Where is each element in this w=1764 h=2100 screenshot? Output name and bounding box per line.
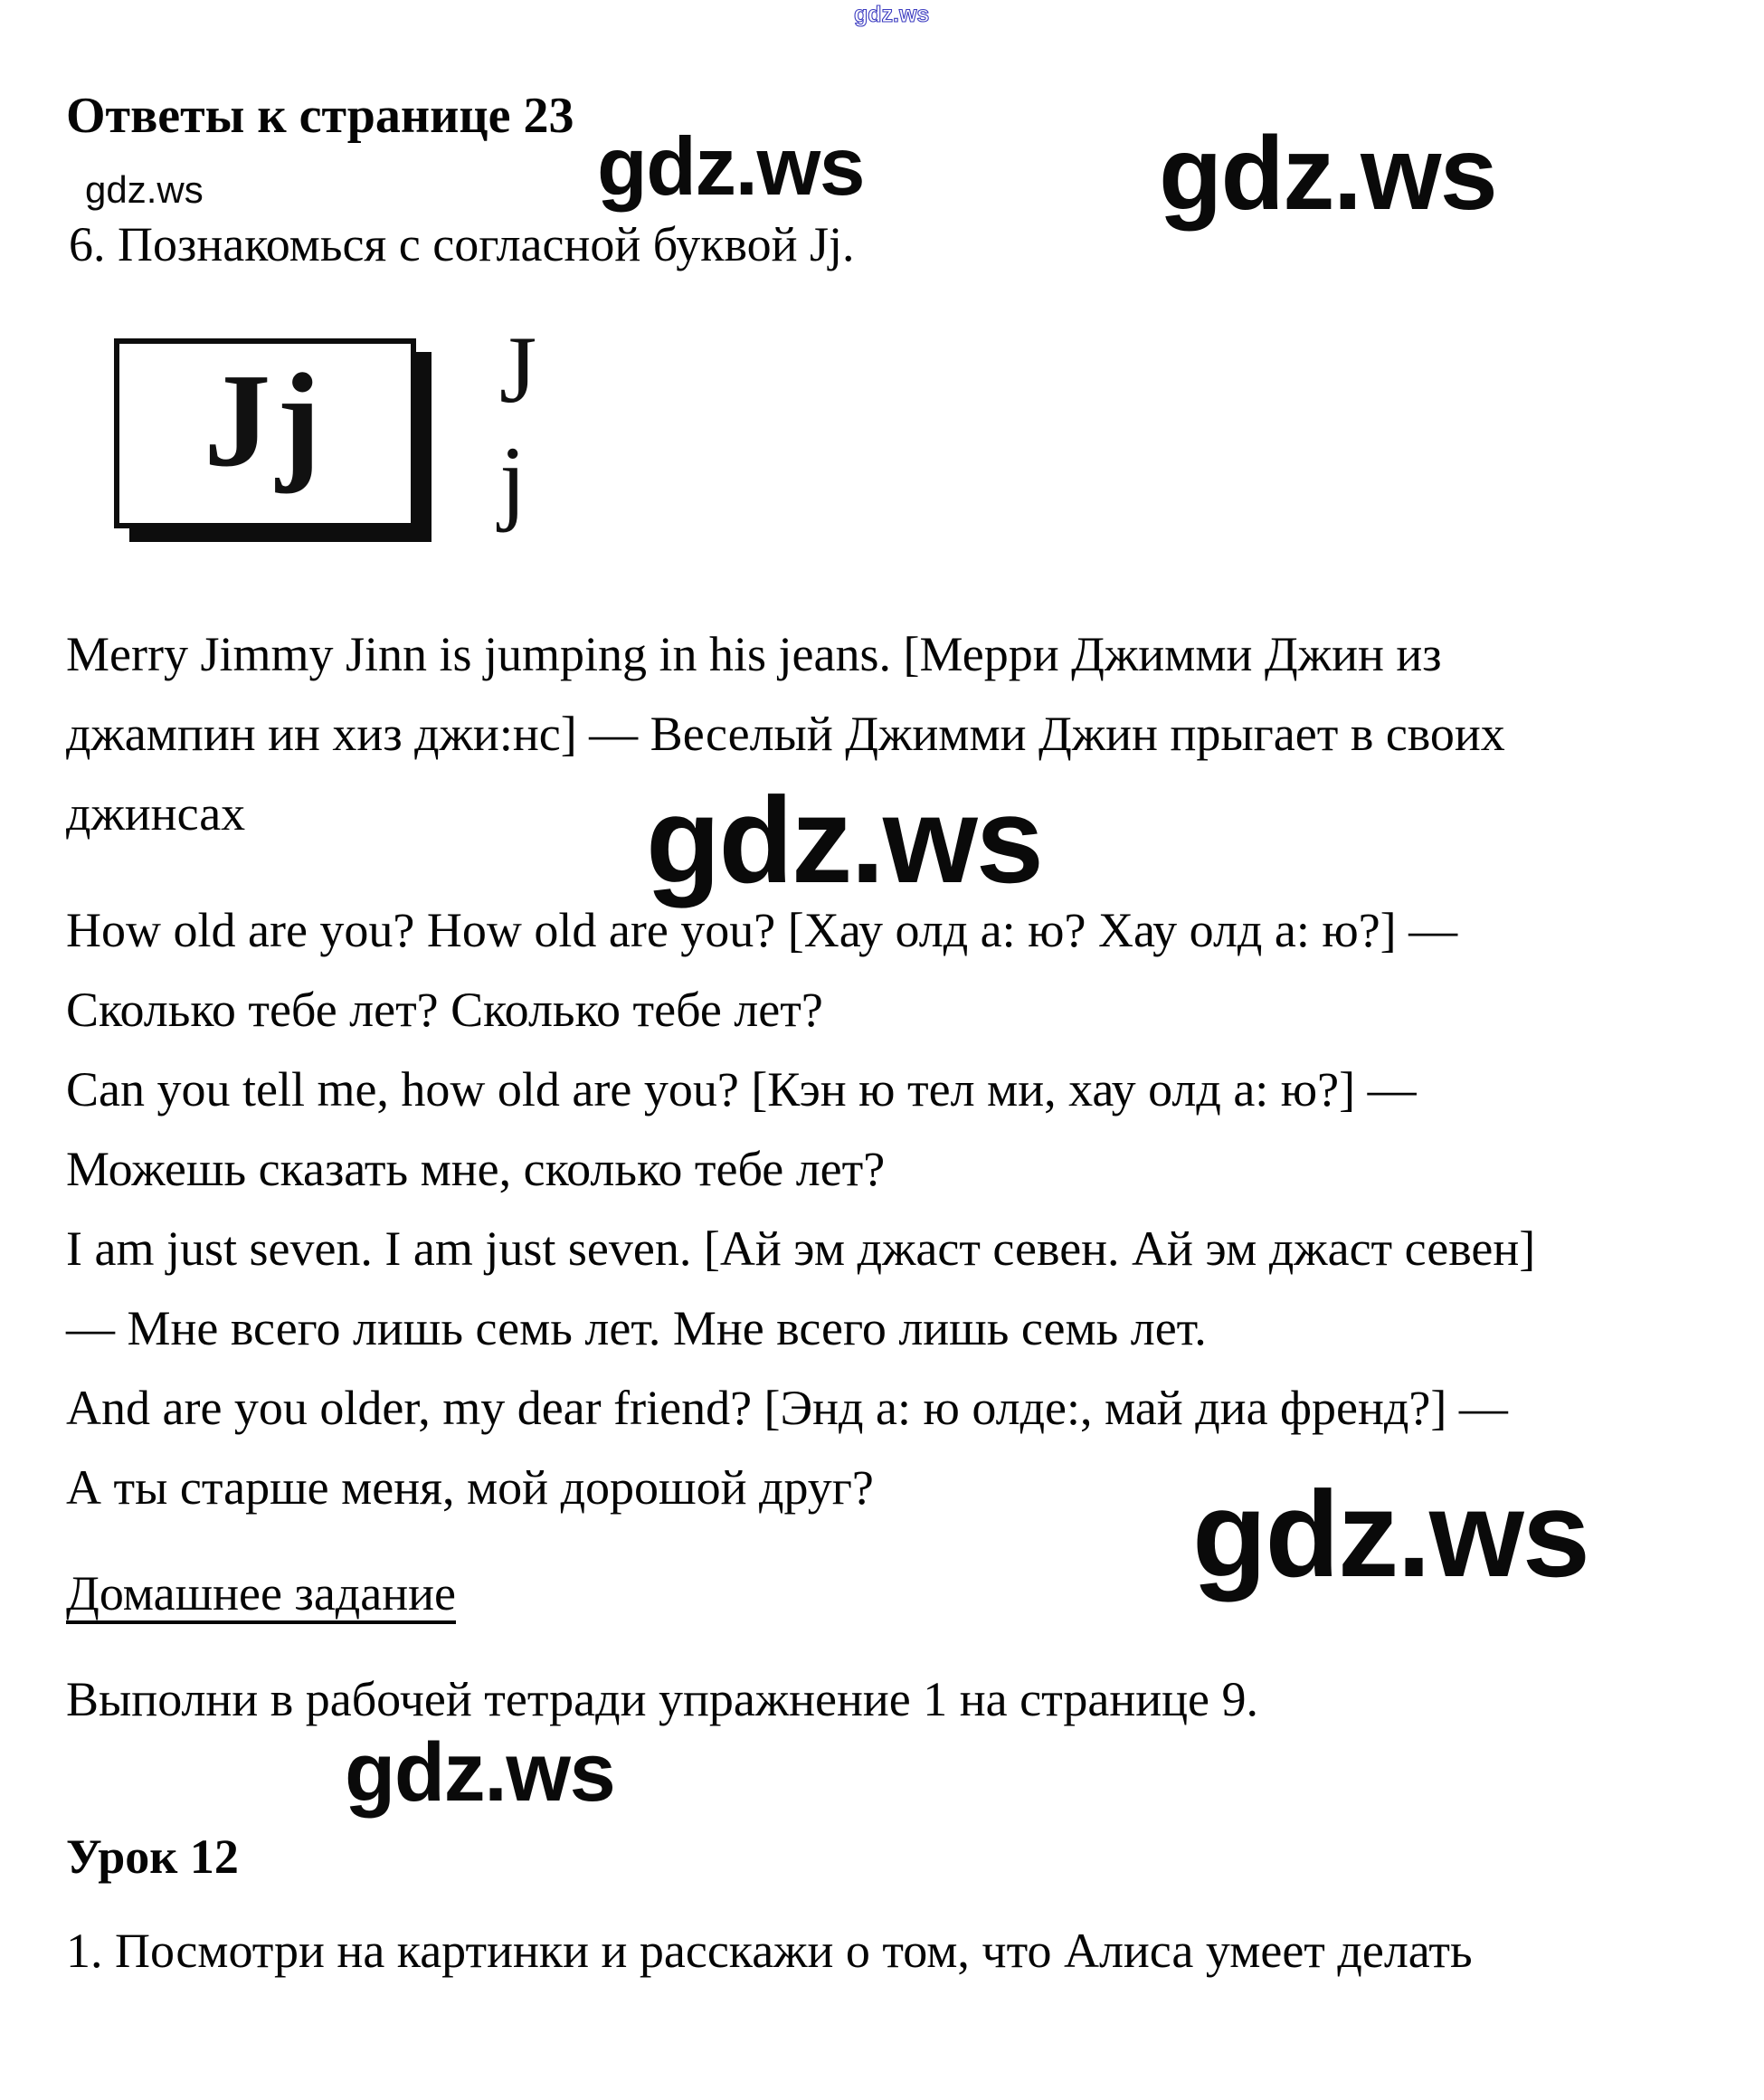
letter-j-lowercase: j bbox=[499, 427, 526, 533]
letter-jj-card-image bbox=[114, 338, 416, 528]
text-line: I am just seven. I am just seven. [Ай эм джаст севен. Ай эм джаст севен] bbox=[66, 1221, 1536, 1276]
task6-heading: 6. Познакомься с согласной буквой Jj. bbox=[69, 217, 855, 271]
homework-text: Выполни в рабочей тетради упражнение 1 на странице 9. bbox=[66, 1672, 1258, 1726]
watermark-top-tiny: gdz.ws bbox=[854, 2, 930, 27]
text-line: джинсах bbox=[66, 786, 246, 841]
lesson12-task1: 1. Посмотри на картинки и расскажи о том, что Алиса умеет делать bbox=[66, 1924, 1473, 1978]
text-line: — Мне всего лишь семь лет. Мне всего лишь семь лет. bbox=[66, 1301, 1207, 1355]
text-line: How old are you? How old are you? [Хау олд а: ю? Хау олд а: ю?] — bbox=[66, 903, 1458, 957]
watermark-mid-center: gdz.ws bbox=[646, 772, 1042, 908]
letter-j-uppercase: J bbox=[499, 317, 537, 423]
homework-heading: Домашнее задание bbox=[66, 1566, 456, 1620]
letter-jj-samples bbox=[499, 315, 536, 536]
text-line: Merry Jimmy Jinn is jumping in his jeans. [Мерри Джимми Джин из bbox=[66, 627, 1442, 681]
paragraph-jimmy-jinn bbox=[66, 614, 1505, 853]
letter-jj-boxed: Jj bbox=[204, 346, 327, 495]
text-line: джампин ин хиз джи:нс] — Веселый Джимми Джин прыгает в своих bbox=[66, 707, 1505, 761]
text-line: А ты старше меня, мой дорошой друг? bbox=[66, 1460, 874, 1515]
watermark-top-right: gdz.ws bbox=[1159, 116, 1497, 232]
text-line: Сколько тебе лет? Сколько тебе лет? bbox=[66, 983, 823, 1037]
watermark-bottom-left: gdz.ws bbox=[345, 1726, 615, 1819]
watermark-top-center: gdz.ws bbox=[597, 121, 865, 213]
page-title: Ответы к странице 23 bbox=[66, 88, 574, 144]
text-line: Можешь сказать мне, сколько тебе лет? bbox=[66, 1142, 886, 1196]
lesson12-heading: Урок 12 bbox=[66, 1829, 239, 1884]
text-line: Can you tell me, how old are you? [Кэн ю тел ми, хау олд а: ю?] — bbox=[66, 1062, 1417, 1117]
watermark-bottom-right: gdz.ws bbox=[1192, 1466, 1589, 1602]
watermark-under-heading: gdz.ws bbox=[85, 168, 204, 211]
text-line: And are you older, my dear friend? [Энд а: ю олде:, май диа френд?] — bbox=[66, 1381, 1508, 1435]
dialogue-how-old bbox=[66, 890, 1535, 1527]
